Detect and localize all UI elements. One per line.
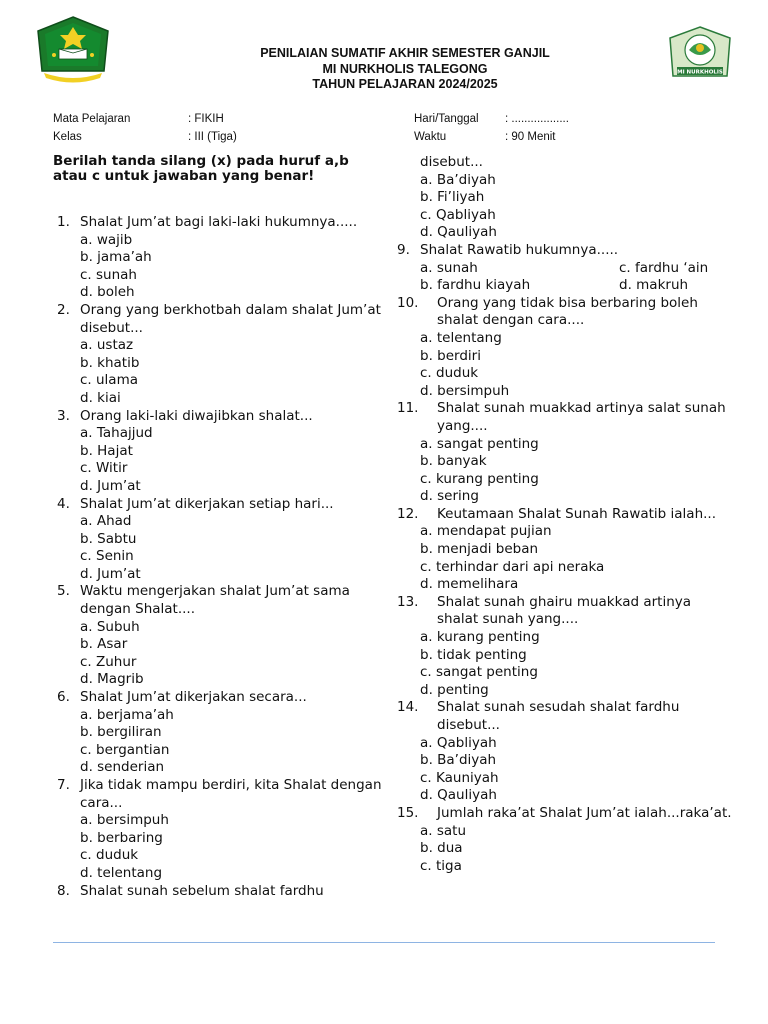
answer-option: a. sunah [420,259,478,276]
school-logo [667,26,733,84]
question-10 [397,295,732,401]
question-text: Jika tidak mampu berdiri, kita Shalat dengan cara... [80,777,382,811]
question-text: Shalat Jum’at bagi laki-laki hukumnya..... [80,214,358,230]
question-text: Waktu mengerjakan shalat Jum’at sama dengan Shalat.... [80,583,350,618]
answer-option: a. Ahad [80,513,132,530]
answer-option: c. Senin [80,548,134,565]
answer-option: d. Qauliyah [420,224,497,241]
answer-option: b. Ba’diyah [420,752,497,769]
question-3 [57,408,387,496]
question-number: 2. [57,301,70,318]
answer-option: b. Asar [80,636,128,653]
header-title: PENILAIAN SUMATIF AKHIR SEMESTER GANJIL [260,46,550,60]
question-number: 13. [397,593,419,610]
answer-option: a. sangat penting [420,435,539,452]
question-9 [397,242,732,295]
answer-option: c. Witir [80,460,128,477]
answer-option: b. berbaring [80,829,163,846]
answer-option: c. kurang penting [420,470,539,487]
kemenag-logo [34,15,112,83]
question-number: 7. [57,777,70,793]
time-value: : 90 Menit [505,131,556,143]
meta-right [414,112,714,148]
question-6 [57,689,387,777]
question-14 [397,699,732,805]
answer-option: a. kurang penting [420,629,540,646]
meta-left [53,112,373,148]
question-text: Orang yang berkhotbah dalam shalat Jum’at disebut... [80,301,381,336]
answer-option: d. telentang [80,864,163,881]
answer-option: d. penting [420,681,489,698]
answer-option: b. fardhu kiayah [420,277,531,294]
answer-option: c. bergantian [80,741,170,758]
question-8-continued [397,154,732,242]
question-4 [57,496,387,584]
question-text: Shalat Rawatib hukumnya..... [420,241,619,258]
answer-option: d. senderian [80,759,165,776]
question-text: Jumlah raka’at Shalat Jum’at ialah...raka’at. [437,804,732,821]
answer-option: d. memelihara [420,576,519,593]
answer-option: b. banyak [420,453,487,470]
question-text: Orang laki-laki diwajibkan shalat... [80,407,313,424]
answer-option: c. duduk [420,365,479,382]
answer-option: c. Qabliyah [420,206,496,223]
class-label: Kelas [53,131,82,143]
answer-option: b. menjadi beban [420,541,539,558]
answer-option: b. berdiri [420,347,481,364]
answer-option: a. telentang [420,329,502,346]
answer-option: c. terhindar dari api neraka [420,558,605,575]
answer-option: c. sunah [80,266,137,283]
question-5 [57,583,387,689]
question-number: 14. [397,699,419,716]
question-text: Shalat Jum’at dikerjakan secara... [80,689,307,706]
answer-option: d. kiai [80,389,121,406]
question-text: Shalat sunah muakkad artinya salat sunah yang.... [437,400,726,434]
question-15 [397,805,732,875]
answer-option: c. tiga [420,857,462,874]
question-number: 11. [397,400,419,417]
answer-option: d. Jum’at [80,565,141,582]
answer-option: d. sering [420,488,479,505]
date-value: : .................. [505,113,569,125]
answer-option: c. sangat penting [420,664,538,681]
answer-option: d. bersimpuh [420,382,510,399]
answer-option: d. boleh [80,284,135,301]
answer-option: b. dua [420,840,463,857]
svg-text:MI NURKHOLIS: MI NURKHOLIS [677,69,723,76]
answer-option: a. ustaz [80,337,134,354]
answer-option: c. duduk [80,847,139,864]
question-number: 15. [397,804,419,821]
questions-left-column [57,214,387,900]
answer-option: b. bergiliran [80,724,162,741]
question-11 [397,400,732,506]
question-number: 5. [57,583,70,600]
question-number: 3. [57,407,70,424]
answer-option: a. bersimpuh [80,812,169,829]
subject-value: : FIKIH [188,113,224,125]
answer-option: b. Sabtu [80,530,137,547]
time-label: Waktu [414,131,447,143]
answer-option: d. makruh [619,277,689,294]
answer-option: b. tidak penting [420,646,527,663]
question-number: 10. [397,294,419,311]
answer-option: c. Kauniyah [420,769,499,786]
answer-option: a. satu [420,822,467,839]
answer-option: d. Qauliyah [420,787,497,804]
answer-option: a. berjama’ah [80,706,174,723]
answer-option: a. wajib [80,231,133,248]
questions-right-column [397,154,732,875]
question-text: Shalat Jum’at dikerjakan setiap hari... [80,495,334,512]
answer-option: c. ulama [80,372,139,389]
footer-divider [53,942,715,943]
header-year: TAHUN PELAJARAN 2024/2025 [312,77,498,91]
header-school: MI NURKHOLIS TALEGONG [322,61,488,76]
question-text-continued: disebut... [420,154,483,170]
date-label: Hari/Tanggal [414,113,479,125]
question-number: 12. [397,505,419,522]
answer-option: b. khatib [80,354,140,371]
question-text: Shalat sunah sesudah shalat fardhu disebut... [437,699,680,733]
question-text: Keutamaan Shalat Sunah Rawatib ialah... [437,505,717,522]
question-2 [57,302,387,408]
question-number: 1. [57,214,70,230]
answer-option: b. Hajat [80,442,133,459]
question-13 [397,594,732,700]
question-12 [397,506,732,594]
question-text: Orang yang tidak bisa berbaring boleh shalat dengan cara.... [437,294,698,329]
question-7 [57,777,387,883]
question-text: Shalat sunah sebelum shalat fardhu [80,882,324,899]
answer-option: a. Ba’diyah [420,171,496,188]
subject-label: Mata Pelajaran [53,113,131,125]
question-text: Shalat sunah ghairu muakkad artinya shalat sunah yang.... [437,593,692,628]
answer-option: b. jama’ah [80,249,152,266]
question-8 [57,883,387,901]
answer-option: d. Jum’at [80,477,141,494]
answer-option: d. Magrib [80,671,144,688]
answer-option: a. Tahajjud [80,425,153,442]
answer-option: a. mendapat pujian [420,523,552,540]
document-header [170,46,640,93]
question-number: 6. [57,689,70,706]
question-number: 9. [397,241,410,258]
answer-option: c. Zuhur [80,653,137,670]
question-1 [57,214,387,302]
answer-option: b. Fi’liyah [420,189,485,206]
answer-option: c. fardhu ‘ain [619,259,709,276]
answer-option: a. Subuh [80,618,140,635]
answer-option: a. Qabliyah [420,734,497,751]
question-number: 8. [57,882,70,899]
instruction-text: Berilah tanda silang (x) pada huruf a,b atau c untuk jawaban yang benar! [53,153,349,184]
class-value: : III (Tiga) [188,131,237,143]
question-number: 4. [57,495,70,512]
